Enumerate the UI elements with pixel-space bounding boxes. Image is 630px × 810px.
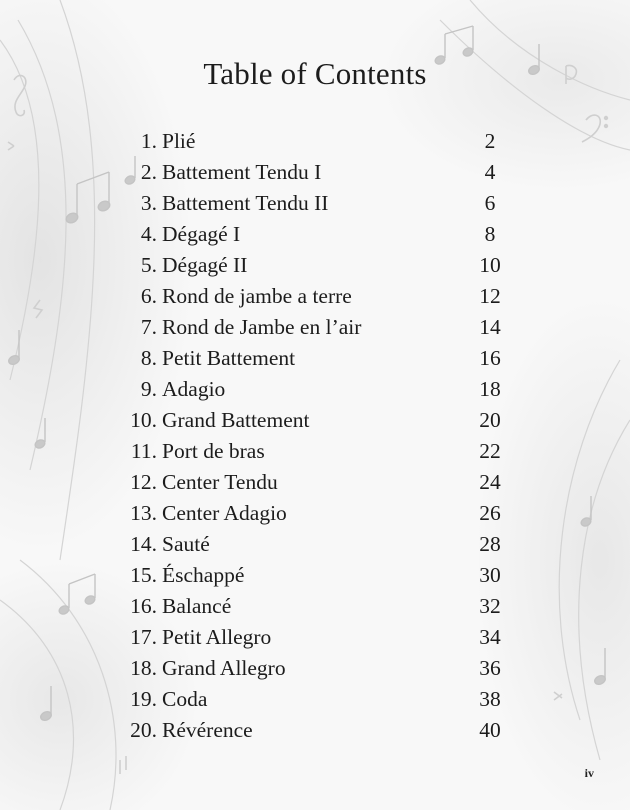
toc-entry-number: 9. bbox=[140, 377, 157, 401]
toc-entry bbox=[110, 219, 530, 250]
toc-entry-title: Sauté bbox=[162, 532, 210, 556]
toc-entry-title: Grand Battement bbox=[162, 408, 310, 432]
toc-entry-title: Éschappé bbox=[162, 563, 245, 587]
toc-entry-title: Petit Battement bbox=[162, 346, 296, 370]
toc-entry-number: 10. bbox=[130, 408, 157, 432]
toc-entry bbox=[110, 188, 530, 219]
toc-entry-page: 16 bbox=[479, 346, 501, 370]
toc-entry-page: 32 bbox=[479, 594, 501, 618]
toc-entry-title: Rond de jambe a terre bbox=[162, 284, 352, 308]
toc-entry bbox=[110, 374, 530, 405]
toc-entry-title: Dégagé II bbox=[162, 253, 248, 277]
page-title: Table of Contents bbox=[203, 56, 427, 91]
toc-entry-title: Center Adagio bbox=[162, 501, 287, 525]
toc-entry-page: 24 bbox=[479, 470, 501, 494]
toc-entry-number: 6. bbox=[140, 284, 157, 308]
toc-entry-page: 38 bbox=[479, 687, 501, 711]
toc-entry-title: Battement Tendu I bbox=[162, 160, 322, 184]
toc-entry-title: Petit Allegro bbox=[162, 625, 272, 649]
toc-entry-number: 14. bbox=[130, 532, 157, 556]
toc-entry-number: 7. bbox=[140, 315, 157, 339]
toc-entry-page: 2 bbox=[484, 129, 496, 153]
toc-entry-number: 2. bbox=[140, 160, 157, 184]
toc-entry-page: 26 bbox=[479, 501, 501, 525]
toc-entry-page: 30 bbox=[479, 563, 501, 587]
toc-entry-title: Révérence bbox=[162, 718, 253, 742]
toc-entry-page: 14 bbox=[479, 315, 501, 339]
toc-entry-title: Battement Tendu II bbox=[162, 191, 329, 215]
toc-entry-title: Center Tendu bbox=[162, 470, 278, 494]
toc-entry-number: 11. bbox=[130, 439, 157, 463]
toc-entry-page: 40 bbox=[479, 718, 501, 742]
toc-entry-number: 20. bbox=[130, 718, 157, 742]
toc-entry-title: Dégagé I bbox=[162, 222, 241, 246]
toc-entry-number: 4. bbox=[140, 222, 157, 246]
toc-entry-number: 12. bbox=[130, 470, 157, 494]
toc-entry bbox=[110, 126, 530, 157]
toc-entry-title: Rond de Jambe en l’air bbox=[162, 315, 362, 339]
toc-entry-page: 18 bbox=[479, 377, 501, 401]
toc-entry-page: 12 bbox=[479, 284, 501, 308]
toc-entry-page: 28 bbox=[479, 532, 501, 556]
toc-entry-number: 1. bbox=[140, 129, 157, 153]
toc-entry-number: 17. bbox=[130, 625, 157, 649]
toc-entry bbox=[110, 436, 530, 467]
toc-entry-title: Grand Allegro bbox=[162, 656, 286, 680]
toc-entry-page: 20 bbox=[479, 408, 501, 432]
toc-entry bbox=[110, 281, 530, 312]
toc-entry-page: 22 bbox=[479, 439, 501, 463]
toc-entry-page: 6 bbox=[484, 191, 496, 215]
toc-entry bbox=[110, 529, 530, 560]
toc-entry bbox=[110, 591, 530, 622]
table-of-contents bbox=[110, 126, 530, 746]
toc-entry bbox=[110, 157, 530, 188]
toc-entry bbox=[110, 467, 530, 498]
toc-entry bbox=[110, 684, 530, 715]
toc-entry bbox=[110, 560, 530, 591]
toc-entry-number: 5. bbox=[140, 253, 157, 277]
toc-entry bbox=[110, 622, 530, 653]
toc-entry-page: 10 bbox=[479, 253, 501, 277]
page-number: iv bbox=[584, 766, 594, 780]
toc-entry-page: 36 bbox=[479, 656, 501, 680]
toc-entry bbox=[110, 498, 530, 529]
toc-entry-number: 15. bbox=[130, 563, 157, 587]
toc-entry-number: 18. bbox=[130, 656, 157, 680]
toc-entry bbox=[110, 405, 530, 436]
toc-entry-number: 16. bbox=[130, 594, 157, 618]
toc-entry-page: 8 bbox=[484, 222, 496, 246]
toc-entry bbox=[110, 250, 530, 281]
toc-entry-number: 13. bbox=[130, 501, 157, 525]
toc-entry-number: 8. bbox=[140, 346, 157, 370]
toc-entry-number: 19. bbox=[130, 687, 157, 711]
toc-entry-number: 3. bbox=[140, 191, 157, 215]
toc-entry-title: Port de bras bbox=[162, 439, 265, 463]
toc-entry-title: Balancé bbox=[162, 594, 232, 618]
toc-entry-title: Plié bbox=[162, 129, 196, 153]
toc-entry bbox=[110, 343, 530, 374]
toc-entry bbox=[110, 715, 530, 746]
toc-entry-title: Adagio bbox=[162, 377, 226, 401]
toc-entry bbox=[110, 312, 530, 343]
toc-entry-title: Coda bbox=[162, 687, 208, 711]
toc-entry bbox=[110, 653, 530, 684]
toc-entry-page: 4 bbox=[484, 160, 496, 184]
toc-entry-page: 34 bbox=[479, 625, 501, 649]
